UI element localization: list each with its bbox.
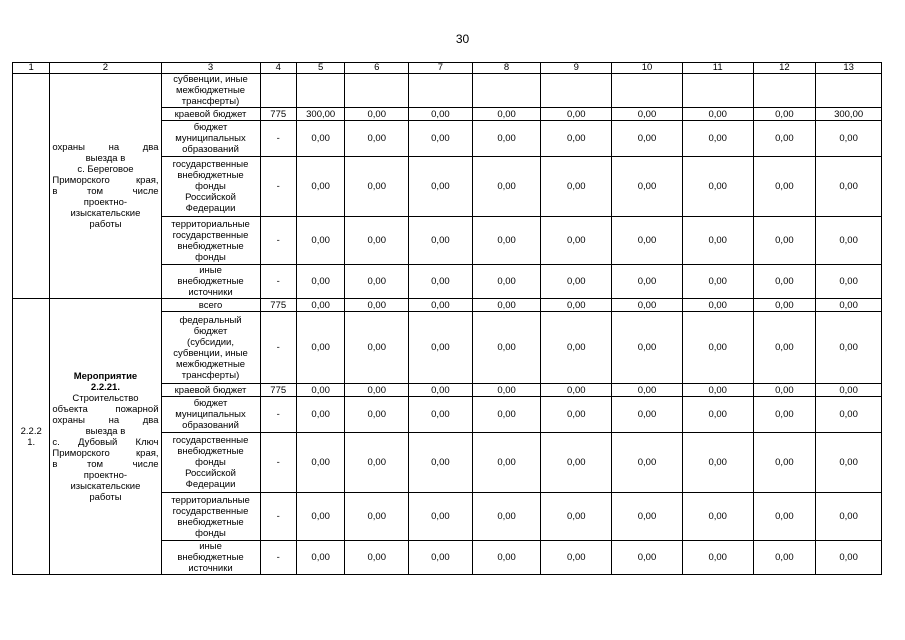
amount-cell: 0,00 bbox=[612, 312, 683, 384]
item-code-cell bbox=[13, 74, 50, 299]
funding-source-cell bbox=[161, 217, 260, 265]
funding-source-line: источники bbox=[188, 287, 233, 298]
amount-cell: 0,00 bbox=[345, 433, 409, 493]
amount-cell bbox=[753, 74, 816, 108]
measure-name-line: изыскательские bbox=[70, 480, 141, 492]
measure-name-line: в том числе bbox=[52, 458, 159, 470]
funding-source-line: внебюджетные bbox=[177, 170, 244, 181]
page-number: 30 bbox=[455, 32, 470, 46]
amount-cell: 0,00 bbox=[816, 157, 882, 217]
amount-cell: 300,00 bbox=[296, 108, 345, 121]
amount-cell: 0,00 bbox=[816, 121, 882, 157]
amount-cell: 0,00 bbox=[682, 265, 753, 299]
amount-cell: 0,00 bbox=[753, 541, 816, 575]
funding-source-line: фонды bbox=[195, 181, 226, 192]
amount-cell: 0,00 bbox=[409, 108, 473, 121]
amount-cell: 0,00 bbox=[753, 493, 816, 541]
amount-cell: 0,00 bbox=[753, 384, 816, 397]
funding-source-line: государственные bbox=[172, 435, 249, 446]
budget-code-cell: - bbox=[260, 157, 296, 217]
budget-code-cell: - bbox=[260, 217, 296, 265]
amount-cell: 0,00 bbox=[472, 121, 541, 157]
funding-source-line: государственные bbox=[172, 229, 249, 241]
measure-name-line: работы bbox=[89, 491, 122, 503]
amount-cell: 0,00 bbox=[753, 299, 816, 312]
amount-cell: 0,00 bbox=[345, 312, 409, 384]
item-code-line: 2.2.2 bbox=[20, 425, 42, 437]
funding-source-line: бюджет bbox=[193, 325, 228, 337]
amount-cell bbox=[612, 74, 683, 108]
amount-cell bbox=[409, 74, 473, 108]
amount-cell: 0,00 bbox=[409, 299, 473, 312]
amount-cell: 0,00 bbox=[409, 493, 473, 541]
amount-cell: 0,00 bbox=[816, 397, 882, 433]
amount-cell: 0,00 bbox=[753, 265, 816, 299]
amount-cell: 0,00 bbox=[472, 108, 541, 121]
column-number: 6 bbox=[345, 63, 409, 74]
column-number: 13 bbox=[816, 63, 882, 74]
funding-source-line: фонды bbox=[195, 251, 226, 263]
funding-source-cell bbox=[161, 397, 260, 433]
amount-cell: 0,00 bbox=[682, 493, 753, 541]
measure-name-line: объекта пожарной bbox=[52, 403, 159, 415]
budget-code-cell: - bbox=[260, 265, 296, 299]
measure-name-line: выезда в bbox=[85, 425, 126, 437]
amount-cell: 0,00 bbox=[816, 299, 882, 312]
amount-cell: 0,00 bbox=[612, 157, 683, 217]
column-number: 11 bbox=[682, 63, 753, 74]
amount-cell: 0,00 bbox=[682, 541, 753, 575]
budget-code-cell: 775 bbox=[260, 299, 296, 312]
measure-name-line: Приморского края, bbox=[52, 175, 159, 186]
amount-cell: 0,00 bbox=[541, 312, 612, 384]
measure-name-line: охраны на два bbox=[52, 414, 159, 426]
column-number: 12 bbox=[753, 63, 816, 74]
funding-source-cell bbox=[161, 108, 260, 121]
amount-cell: 0,00 bbox=[409, 217, 473, 265]
funding-source-line: Федерации bbox=[185, 203, 236, 214]
table-row bbox=[13, 299, 882, 312]
funding-source-line: субвенции, иные bbox=[173, 74, 248, 85]
amount-cell: 0,00 bbox=[816, 384, 882, 397]
funding-source-line: Российской bbox=[185, 468, 236, 479]
amount-cell: 0,00 bbox=[345, 299, 409, 312]
amount-cell: 0,00 bbox=[541, 397, 612, 433]
column-number: 8 bbox=[472, 63, 541, 74]
budget-code-cell: - bbox=[260, 397, 296, 433]
amount-cell: 0,00 bbox=[753, 312, 816, 384]
amount-cell: 0,00 bbox=[472, 312, 541, 384]
column-number-row bbox=[13, 63, 882, 74]
measure-name-line: с. Береговое bbox=[77, 164, 134, 175]
measure-name-line: проектно- bbox=[83, 197, 128, 208]
measure-name-line: 2.2.21. bbox=[90, 381, 120, 393]
funding-source-line: государственные bbox=[172, 159, 249, 170]
amount-cell: 0,00 bbox=[753, 121, 816, 157]
funding-source-line: бюджет bbox=[193, 122, 228, 133]
amount-cell bbox=[816, 74, 882, 108]
amount-cell bbox=[682, 74, 753, 108]
amount-cell: 0,00 bbox=[753, 157, 816, 217]
funding-source-line: Российской bbox=[185, 192, 236, 203]
amount-cell: 0,00 bbox=[296, 299, 345, 312]
funding-source-cell bbox=[161, 265, 260, 299]
funding-source-cell bbox=[161, 541, 260, 575]
amount-cell: 0,00 bbox=[345, 384, 409, 397]
amount-cell: 0,00 bbox=[296, 121, 345, 157]
amount-cell: 0,00 bbox=[682, 384, 753, 397]
funding-source-line: внебюджетные bbox=[177, 516, 244, 528]
funding-source-line: краевой бюджет bbox=[174, 108, 247, 120]
measure-name-line: выезда в bbox=[85, 153, 126, 164]
amount-cell: 0,00 bbox=[753, 433, 816, 493]
amount-cell: 0,00 bbox=[612, 433, 683, 493]
measure-name-cell bbox=[50, 299, 161, 575]
amount-cell: 0,00 bbox=[682, 108, 753, 121]
amount-cell: 0,00 bbox=[409, 121, 473, 157]
amount-cell: 0,00 bbox=[296, 265, 345, 299]
amount-cell: 0,00 bbox=[541, 433, 612, 493]
amount-cell: 0,00 bbox=[541, 384, 612, 397]
funding-source-line: (субсидии, bbox=[187, 336, 234, 348]
funding-source-line: внебюджетные bbox=[177, 446, 244, 457]
funding-source-line: трансферты) bbox=[181, 96, 240, 107]
table-row bbox=[13, 74, 882, 108]
amount-cell: 0,00 bbox=[682, 299, 753, 312]
amount-cell: 0,00 bbox=[541, 265, 612, 299]
amount-cell: 0,00 bbox=[612, 397, 683, 433]
amount-cell bbox=[345, 74, 409, 108]
amount-cell: 0,00 bbox=[816, 493, 882, 541]
measure-name-line: проектно- bbox=[83, 469, 128, 481]
amount-cell: 0,00 bbox=[816, 265, 882, 299]
amount-cell: 0,00 bbox=[816, 541, 882, 575]
amount-cell: 0,00 bbox=[409, 312, 473, 384]
amount-cell: 0,00 bbox=[409, 384, 473, 397]
amount-cell: 0,00 bbox=[345, 108, 409, 121]
amount-cell: 0,00 bbox=[296, 397, 345, 433]
budget-code-cell bbox=[260, 74, 296, 108]
funding-source-line: территориальные bbox=[171, 494, 250, 506]
amount-cell: 0,00 bbox=[345, 397, 409, 433]
amount-cell: 0,00 bbox=[472, 541, 541, 575]
amount-cell: 0,00 bbox=[345, 217, 409, 265]
amount-cell: 0,00 bbox=[472, 265, 541, 299]
amount-cell: 0,00 bbox=[296, 312, 345, 384]
amount-cell: 0,00 bbox=[612, 299, 683, 312]
amount-cell: 0,00 bbox=[296, 217, 345, 265]
amount-cell: 0,00 bbox=[682, 157, 753, 217]
amount-cell: 0,00 bbox=[612, 541, 683, 575]
budget-code-cell: - bbox=[260, 312, 296, 384]
amount-cell: 0,00 bbox=[682, 397, 753, 433]
funding-source-cell bbox=[161, 312, 260, 384]
amount-cell: 0,00 bbox=[472, 397, 541, 433]
funding-source-cell bbox=[161, 121, 260, 157]
budget-code-cell: - bbox=[260, 121, 296, 157]
item-code-line: 1. bbox=[27, 436, 36, 448]
amount-cell: 0,00 bbox=[541, 299, 612, 312]
funding-source-line: внебюджетные bbox=[177, 276, 244, 287]
amount-cell: 0,00 bbox=[541, 121, 612, 157]
amount-cell: 0,00 bbox=[345, 541, 409, 575]
column-number: 3 bbox=[161, 63, 260, 74]
budget-code-cell: - bbox=[260, 541, 296, 575]
column-number: 2 bbox=[50, 63, 161, 74]
amount-cell: 0,00 bbox=[816, 433, 882, 493]
amount-cell: 0,00 bbox=[612, 217, 683, 265]
column-number: 5 bbox=[296, 63, 345, 74]
amount-cell: 0,00 bbox=[753, 108, 816, 121]
funding-source-cell bbox=[161, 493, 260, 541]
measure-name-line: охраны на два bbox=[52, 142, 159, 153]
funding-source-cell bbox=[161, 433, 260, 493]
amount-cell: 0,00 bbox=[345, 157, 409, 217]
amount-cell: 0,00 bbox=[409, 541, 473, 575]
funding-source-line: субвенции, иные bbox=[173, 347, 248, 359]
funding-source-line: муниципальных bbox=[175, 409, 246, 420]
measure-name-line: работы bbox=[89, 219, 122, 230]
funding-source-line: внебюджетные bbox=[177, 240, 244, 252]
funding-source-line: межбюджетные bbox=[175, 85, 246, 96]
amount-cell: 0,00 bbox=[816, 312, 882, 384]
amount-cell: 0,00 bbox=[296, 157, 345, 217]
measure-name-line: Приморского края, bbox=[52, 447, 159, 459]
column-number: 9 bbox=[541, 63, 612, 74]
measure-name-line: в том числе bbox=[52, 186, 159, 197]
budget-table bbox=[12, 62, 882, 575]
column-number: 10 bbox=[612, 63, 683, 74]
amount-cell: 0,00 bbox=[753, 217, 816, 265]
amount-cell: 0,00 bbox=[612, 384, 683, 397]
amount-cell: 0,00 bbox=[296, 433, 345, 493]
budget-code-cell: 775 bbox=[260, 384, 296, 397]
column-number: 7 bbox=[409, 63, 473, 74]
funding-source-line: всего bbox=[198, 299, 223, 311]
funding-source-cell bbox=[161, 384, 260, 397]
amount-cell: 0,00 bbox=[472, 433, 541, 493]
amount-cell: 0,00 bbox=[541, 108, 612, 121]
funding-source-cell bbox=[161, 74, 260, 108]
amount-cell: 300,00 bbox=[816, 108, 882, 121]
funding-source-line: бюджет bbox=[193, 398, 228, 409]
amount-cell: 0,00 bbox=[816, 217, 882, 265]
funding-source-line: фонды bbox=[195, 527, 226, 539]
amount-cell: 0,00 bbox=[345, 493, 409, 541]
funding-source-line: иные bbox=[199, 541, 222, 552]
budget-code-cell: - bbox=[260, 493, 296, 541]
amount-cell: 0,00 bbox=[472, 384, 541, 397]
funding-source-line: иные bbox=[199, 265, 222, 276]
amount-cell: 0,00 bbox=[409, 265, 473, 299]
measure-name-cell bbox=[50, 74, 161, 299]
amount-cell: 0,00 bbox=[345, 121, 409, 157]
measure-name-line: с. Дубовый Ключ bbox=[52, 436, 159, 448]
amount-cell: 0,00 bbox=[409, 433, 473, 493]
amount-cell: 0,00 bbox=[472, 299, 541, 312]
amount-cell: 0,00 bbox=[612, 265, 683, 299]
amount-cell: 0,00 bbox=[409, 157, 473, 217]
funding-source-cell bbox=[161, 299, 260, 312]
amount-cell: 0,00 bbox=[682, 312, 753, 384]
amount-cell: 0,00 bbox=[472, 493, 541, 541]
amount-cell: 0,00 bbox=[541, 217, 612, 265]
amount-cell: 0,00 bbox=[541, 541, 612, 575]
measure-name-line: Строительство bbox=[72, 392, 139, 404]
column-number: 4 bbox=[260, 63, 296, 74]
funding-source-line: Федерации bbox=[185, 479, 236, 490]
measure-name-line: Мероприятие bbox=[73, 370, 138, 382]
amount-cell bbox=[296, 74, 345, 108]
amount-cell: 0,00 bbox=[296, 384, 345, 397]
funding-source-line: федеральный bbox=[179, 314, 242, 326]
amount-cell bbox=[472, 74, 541, 108]
funding-source-line: государственные bbox=[172, 505, 249, 517]
amount-cell: 0,00 bbox=[409, 397, 473, 433]
funding-source-line: межбюджетные bbox=[175, 358, 246, 370]
funding-source-line: муниципальных bbox=[175, 133, 246, 144]
budget-code-cell: - bbox=[260, 433, 296, 493]
amount-cell: 0,00 bbox=[612, 121, 683, 157]
funding-source-line: образований bbox=[182, 144, 239, 155]
amount-cell: 0,00 bbox=[345, 265, 409, 299]
funding-source-line: краевой бюджет bbox=[174, 384, 247, 396]
funding-source-cell bbox=[161, 157, 260, 217]
amount-cell: 0,00 bbox=[296, 493, 345, 541]
amount-cell: 0,00 bbox=[472, 217, 541, 265]
funding-source-line: фонды bbox=[195, 457, 226, 468]
funding-source-line: территориальные bbox=[171, 218, 250, 230]
budget-code-cell: 775 bbox=[260, 108, 296, 121]
amount-cell: 0,00 bbox=[612, 108, 683, 121]
amount-cell: 0,00 bbox=[682, 217, 753, 265]
amount-cell: 0,00 bbox=[296, 541, 345, 575]
funding-source-line: образований bbox=[182, 420, 239, 431]
amount-cell: 0,00 bbox=[753, 397, 816, 433]
funding-source-line: внебюджетные bbox=[177, 552, 244, 563]
amount-cell: 0,00 bbox=[541, 157, 612, 217]
amount-cell: 0,00 bbox=[541, 493, 612, 541]
amount-cell: 0,00 bbox=[682, 121, 753, 157]
column-number: 1 bbox=[13, 63, 50, 74]
funding-source-line: трансферты) bbox=[181, 369, 240, 381]
amount-cell: 0,00 bbox=[472, 157, 541, 217]
amount-cell bbox=[541, 74, 612, 108]
measure-name-line: изыскательские bbox=[70, 208, 141, 219]
amount-cell: 0,00 bbox=[682, 433, 753, 493]
item-code-cell bbox=[13, 299, 50, 575]
amount-cell: 0,00 bbox=[612, 493, 683, 541]
funding-source-line: источники bbox=[188, 563, 233, 574]
